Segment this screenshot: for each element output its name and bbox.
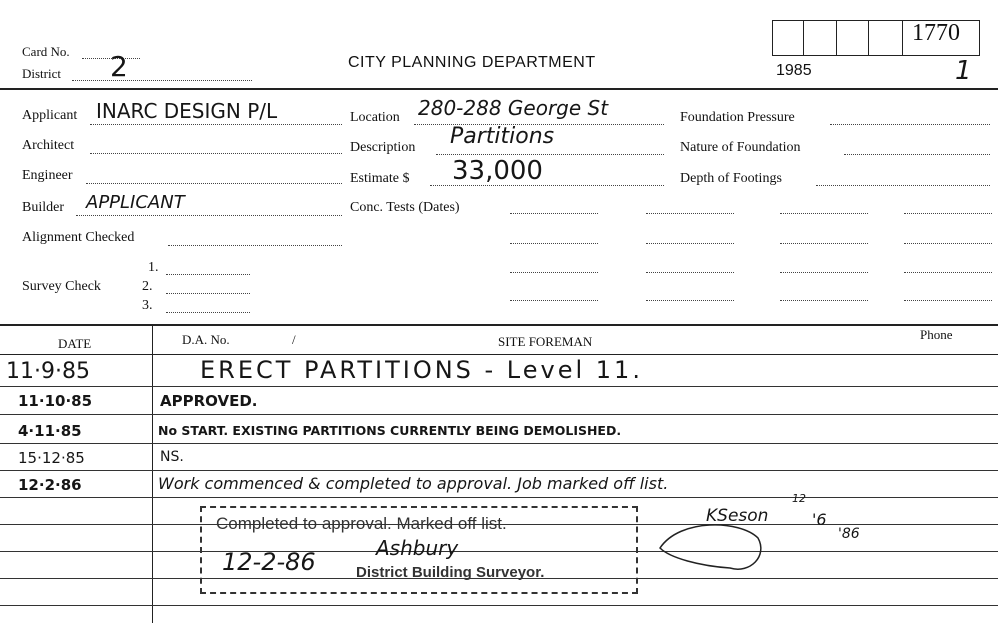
box-divider	[836, 20, 837, 56]
annotation-date-top: 12	[792, 492, 806, 505]
annotation-date-mid: '6	[812, 510, 827, 529]
stamp-date: 12-2-86	[222, 548, 316, 576]
location-label: Location	[350, 110, 400, 125]
district-line	[72, 80, 252, 81]
da-header: D.A. No.	[182, 332, 230, 347]
estimate-value: 33,000	[452, 156, 543, 186]
conc-line	[646, 213, 734, 214]
survey-num-3: 3.	[142, 298, 153, 313]
row-line	[0, 497, 998, 498]
conc-line	[510, 300, 598, 301]
card-number: 1770	[912, 20, 960, 46]
row-line	[0, 386, 998, 387]
box-divider	[868, 20, 869, 56]
row-entry: NS.	[160, 449, 184, 465]
site-foreman-header: SITE FOREMAN	[498, 334, 593, 349]
depth-line	[816, 185, 990, 186]
builder-label: Builder	[22, 200, 64, 215]
survey-line-2	[166, 293, 250, 294]
depth-label: Depth of Footings	[680, 171, 782, 186]
conc-line	[780, 243, 868, 244]
architect-line	[90, 153, 342, 154]
engineer-line	[86, 183, 342, 184]
row-line	[0, 443, 998, 444]
conc-line	[646, 272, 734, 273]
conc-line	[510, 272, 598, 273]
row-entry: APPROVED.	[160, 392, 258, 410]
card-no-label: Card No.	[22, 44, 70, 59]
annotation-date-bottom: '86	[838, 526, 860, 542]
survey-label: Survey Check	[22, 279, 101, 294]
conc-line	[780, 272, 868, 273]
description-value: Partitions	[450, 124, 555, 149]
conc-line	[646, 243, 734, 244]
year: 1985	[776, 62, 812, 79]
conc-line	[510, 213, 598, 214]
builder-value: APPLICANT	[86, 192, 185, 213]
foundation-pressure-label: Foundation Pressure	[680, 110, 795, 125]
survey-num-1: 1.	[148, 260, 159, 275]
conc-line	[780, 300, 868, 301]
survey-line-3	[166, 312, 250, 313]
row-date: 4·11·85	[18, 422, 82, 440]
stamp-line-2: District Building Surveyor.	[356, 564, 545, 581]
row-date: 11·9·85	[6, 359, 90, 384]
row-entry: No START. EXISTING PARTITIONS CURRENTLY BEING DEMOLISHED.	[158, 423, 622, 438]
conc-line	[904, 272, 992, 273]
conc-line	[904, 300, 992, 301]
row-line	[0, 414, 998, 415]
conc-line	[904, 243, 992, 244]
survey-line-1	[166, 274, 250, 275]
box-divider	[902, 20, 903, 56]
estimate-label: Estimate $	[350, 171, 410, 186]
nature-label: Nature of Foundation	[680, 140, 801, 155]
phone-header: Phone	[920, 327, 953, 342]
row-entry: Work commenced & completed to approval. Job marked off list.	[158, 474, 669, 493]
row-date: 11·10·85	[18, 392, 93, 410]
conc-line	[780, 213, 868, 214]
conc-line	[646, 300, 734, 301]
conc-line	[904, 213, 992, 214]
department-title: CITY PLANNING DEPARTMENT	[348, 54, 596, 71]
da-slash: /	[292, 332, 296, 347]
row-entry: ERECT PARTITIONS - Level 11.	[200, 356, 643, 384]
description-label: Description	[350, 140, 416, 155]
stamp-signature: Ashbury	[376, 536, 459, 560]
row-date: 15·12·85	[18, 449, 85, 467]
description-line	[436, 154, 664, 155]
stamp-line-1: Completed to approval. Marked off list.	[216, 514, 507, 533]
row-line	[0, 605, 998, 606]
row-date: 12·2·86	[18, 476, 82, 494]
district-value: 2	[110, 50, 128, 83]
builder-line	[76, 215, 342, 216]
row-line	[0, 470, 998, 471]
page-mark: 1	[955, 56, 972, 86]
location-value: 280-288 George St	[418, 96, 609, 120]
header-divider	[0, 88, 998, 90]
table-top-border	[0, 324, 998, 326]
alignment-label: Alignment Checked	[22, 230, 135, 245]
table-header-border	[0, 354, 998, 355]
foundation-pressure-line	[830, 124, 990, 125]
survey-num-2: 2.	[142, 279, 153, 294]
applicant-value: INARC DESIGN P/L	[96, 99, 278, 123]
conc-tests-label: Conc. Tests (Dates)	[350, 200, 460, 215]
engineer-label: Engineer	[22, 168, 73, 183]
alignment-line	[168, 245, 342, 246]
date-header: DATE	[58, 336, 92, 351]
nature-line	[844, 154, 990, 155]
annotation-signature: KSeson	[706, 506, 769, 526]
architect-label: Architect	[22, 138, 75, 153]
district-label: District	[22, 66, 61, 81]
applicant-label: Applicant	[22, 108, 78, 123]
box-divider	[803, 20, 804, 56]
applicant-line	[90, 124, 342, 125]
conc-line	[510, 243, 598, 244]
